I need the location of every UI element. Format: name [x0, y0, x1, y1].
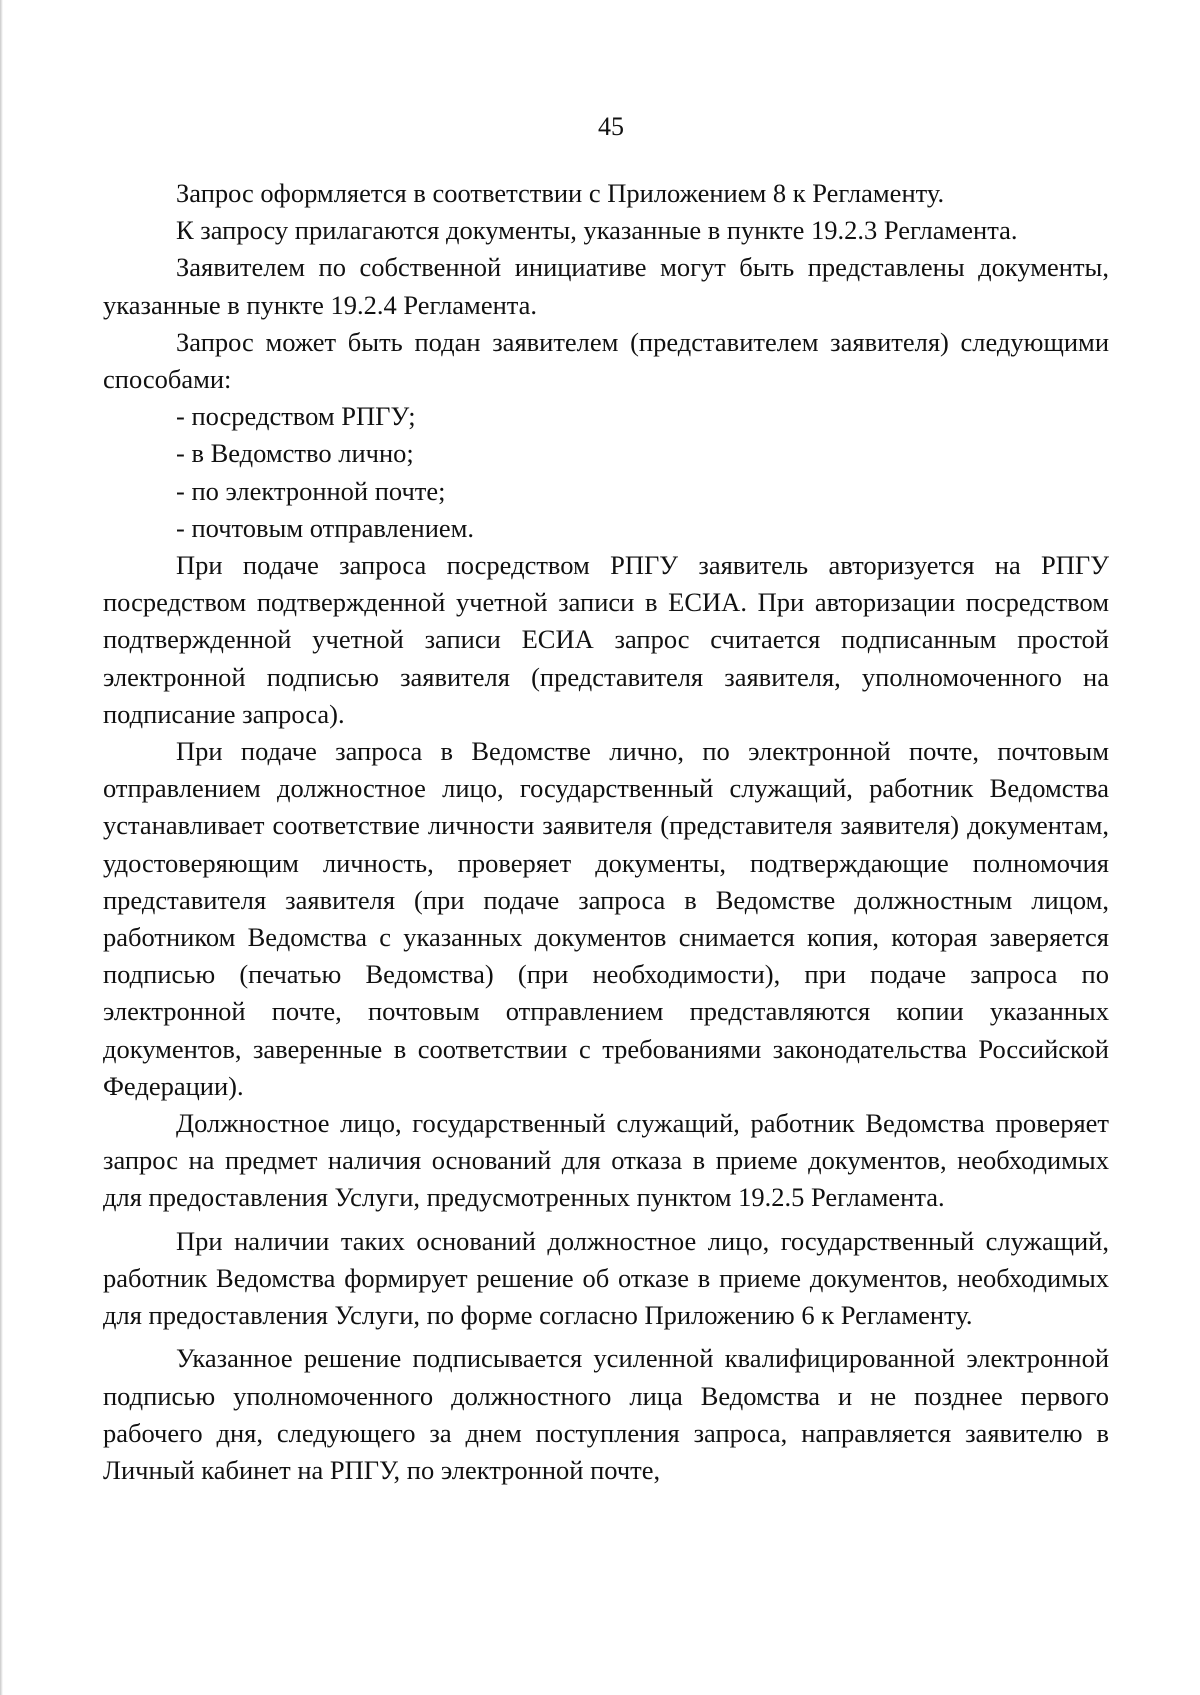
paragraph-submission-methods: Запрос может быть подан заявителем (представителем заявителя) следующими способами:	[103, 326, 1109, 395]
list-item-rpgu: - посредством РПГУ;	[176, 401, 416, 432]
paragraph-rpgu-authorization: При подаче запроса посредством РПГУ заявитель авторизуется на РПГУ посредством подтвержденной учетной записи в ЕСИА. При авторизации посредством подтвержденной учетной записи ЕСИА запрос считается подписанным простой электронной подписью заявителя (представителя заявителя, уполномоченного на подписание запроса).	[103, 550, 1109, 729]
paragraph-refusal-decision: При наличии таких оснований должностное лицо, государственный служащий, работник Ведомства формирует решение об отказе в приеме документов, необходимых для предоставления Услуги, по форме согласно Приложению 6 к Регламенту.	[103, 1225, 1109, 1331]
paragraph-optional-documents: Заявителем по собственной инициативе могут быть представлены документы, указанные в пункте 19.2.4 Регламента.	[103, 252, 1109, 320]
page-number: 45	[598, 112, 624, 141]
paragraph-request-verification: Должностное лицо, государственный служащий, работник Ведомства проверяет запрос на предмет наличия оснований для отказа в приеме документов, необходимых для предоставления Услуги, предусмотренных пунктом 19.2.5 Регламента.	[103, 1108, 1109, 1213]
list-item-email: - по электронной почте;	[176, 475, 446, 506]
paragraph-request-format: Запрос оформляется в соответствии с Приложением 8 к Регламенту.	[176, 178, 945, 208]
paragraph-attached-documents: К запросу прилагаются документы, указанные в пункте 19.2.3 Регламента.	[176, 215, 1018, 246]
list-item-in-person: - в Ведомство лично;	[176, 438, 414, 469]
scan-edge	[0, 0, 3, 1695]
paragraph-decision-signing: Указанное решение подписывается усиленной квалифицированной электронной подписью уполномоченного должностного лица Ведомства и не позднее первого рабочего дня, следующего за днем поступления запроса, направляется заявителю в Личный кабинет на РПГУ, по электронной почте,	[103, 1343, 1109, 1485]
document-body	[103, 175, 1109, 1489]
list-item-post: - почтовым отправлением.	[176, 512, 475, 543]
paragraph-identity-check: При подаче запроса в Ведомстве лично, по электронной почте, почтовым отправлением должностное лицо, государственный служащий, работник Ведомства устанавливает соответствие личности заявителя (представителя заявителя) документам, удостоверяющим личность, проверяет документы, подтверждающие полномочия представителя заявителя (при подаче запроса в Ведомстве должностным лицом, работником Ведомства с указанных документов снимается копия, которая заверяется подписью (печатью Ведомства) (при необходимости), при подаче запроса по электронной почте, почтовым отправлением представляются копии указанных документов, заверенные в соответствии с требованиями законодательства Российской Федерации).	[103, 736, 1109, 1101]
